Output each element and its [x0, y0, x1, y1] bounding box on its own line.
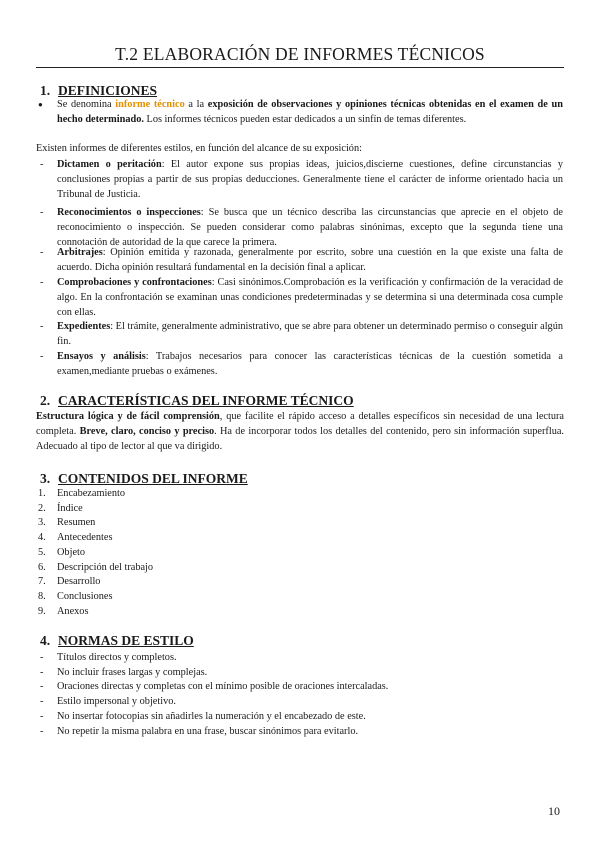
dash-marker: -	[40, 247, 44, 258]
dash-marker: -	[40, 666, 44, 678]
list-number: 1.	[38, 488, 46, 499]
contents-list-item: Antecedentes	[57, 532, 113, 544]
report-type-description: : Se busca que un técnico describa las circunstancias que aprecie en el objeto de reconocimiento o inspección. Se pueden considerar como palabras sinónimas, excepto que la segunda tiene una connotación de autoridad de la que carece la primera.	[57, 207, 564, 248]
section-number: 1.	[40, 83, 51, 98]
dash-marker: -	[40, 159, 44, 170]
list-number: 3.	[38, 517, 46, 529]
style-rule-item: Oraciones directas y completas con el mínimo posible de oraciones intercaladas.	[57, 681, 389, 693]
report-type-item	[57, 246, 563, 276]
section-title: DEFINICIONES	[58, 83, 158, 98]
style-rule-item: Estilo impersonal y objetivo.	[57, 696, 176, 708]
list-number: 7.	[38, 576, 46, 588]
report-type-description: : Opinión emitida y razonada, generalmente por escrito, sobre una cuestión en la que existe una falta de acuerdo. Dicha opinión resultará fundamental en la decisión final a aplicar.	[57, 247, 563, 273]
contents-list-item: Índice	[57, 502, 83, 514]
style-rule-item: Títulos directos y completos.	[57, 652, 177, 663]
dash-marker: -	[40, 207, 44, 218]
list-number: 2.	[38, 502, 46, 514]
report-type-description: : Casi sinónimos.Comprobación es la verificación y confirmación de la veracidad de algo. En la confrontación se examinan unas condiciones predeterminadas y se determina si una determinada cosa cumple con ellas.	[57, 277, 563, 318]
report-type-item	[57, 350, 563, 380]
report-type-description: : El trámite, generalmente administrativo, que se abre para obtener un determinado permiso o conseguir algún fin.	[57, 321, 563, 347]
report-type-description: : El autor expone sus propias ideas, juicios,discierne cuestiones, define circunstancias y conclusiones propias a partir de sus propias deducciones. Generalmente tiene el carácter de informe orientado hacia un Tribunal de Justicia.	[57, 159, 563, 200]
section-number: 2.	[40, 393, 51, 408]
section-number: 4.	[40, 633, 51, 648]
contents-list-item: Resumen	[57, 517, 96, 529]
contents-list-item: Descripción del trabajo	[57, 561, 154, 573]
dash-marker: -	[40, 725, 44, 737]
list-number: 9.	[38, 605, 46, 617]
section-number: 3.	[40, 471, 51, 486]
highlighted-term: informe técnico	[115, 99, 185, 110]
title-underline	[36, 67, 564, 68]
dash-marker: -	[40, 321, 44, 332]
list-number: 5.	[38, 546, 46, 558]
report-type-term: Dictamen o peritación	[57, 159, 162, 170]
text-run: . Ha de incorporar todos los detalles del contenido, pero sin información superflua. Adecuado al tipo de lector al que va dirigido.	[36, 425, 565, 452]
style-rule-item: No incluir frases largas y complejas.	[57, 666, 208, 678]
section-title: CARACTERÍSTICAS DEL INFORME TÉCNICO	[58, 393, 354, 408]
contents-list-item: Desarrollo	[57, 576, 101, 588]
contents-list-item: Conclusiones	[57, 590, 113, 602]
report-type-term: Comprobaciones y confrontaciones	[57, 277, 212, 288]
dash-marker: -	[40, 710, 44, 722]
bullet-icon: ●	[38, 100, 43, 109]
report-type-term: Reconocimientos o inspecciones	[57, 207, 201, 218]
report-type-term: Arbitrajes	[57, 247, 103, 258]
bold-text: exposición de observaciones y opiniones técnicas obtenidas en el examen de un hecho determinado.	[57, 99, 563, 125]
page-number: 10	[548, 804, 560, 818]
dash-marker: -	[40, 696, 44, 708]
report-type-item	[57, 276, 563, 320]
section-heading-caracteristicas	[40, 392, 354, 410]
text-run: a la	[184, 99, 208, 110]
list-number: 4.	[38, 532, 46, 544]
dash-marker: -	[40, 277, 44, 288]
characteristics-paragraph	[36, 410, 564, 454]
section-title: NORMAS DE ESTILO	[58, 633, 194, 648]
text-run: Se denomina	[57, 99, 116, 110]
report-type-description: : Trabajos necesarios para conocer las características técnicas de la cuestión sometida a examen,mediante pruebas o exámenes.	[57, 351, 563, 377]
dash-marker: -	[40, 652, 44, 663]
page-title: T.2 ELABORACIÓN DE INFORMES TÉCNICOS	[115, 44, 485, 64]
style-rule-item: No insertar fotocopias sin añadirles la numeración y el encabezado de este.	[57, 710, 366, 722]
section-heading-contenidos	[40, 470, 248, 488]
report-type-term: Expedientes	[57, 321, 111, 332]
report-type-item	[57, 320, 563, 350]
definition-paragraph	[57, 98, 563, 128]
report-type-item	[57, 158, 563, 202]
intro-paragraph: Existen informes de diferentes estilos, en función del alcance de su exposición:	[36, 143, 362, 154]
dash-marker: -	[40, 681, 44, 693]
contents-list-item: Anexos	[57, 605, 89, 617]
list-number: 6.	[38, 561, 46, 573]
bold-text: Estructura lógica y de fácil comprensión	[36, 411, 220, 422]
contents-list-item: Objeto	[57, 546, 86, 558]
style-rule-item: No repetir la misma palabra en una frase, buscar sinónimos para evitarlo.	[57, 725, 359, 737]
dash-marker: -	[40, 351, 44, 362]
bold-text: Breve, claro, conciso y preciso	[79, 425, 215, 437]
section-title: CONTENIDOS DEL INFORME	[58, 471, 248, 486]
text-run: Los informes técnicos pueden estar dedicados a un sinfín de temas diferentes.	[143, 113, 467, 125]
report-type-term: Ensayos y análisis	[57, 351, 146, 362]
text-run: , que facilite el rápido acceso a detalles específicos sin necesidad de una lectura completa.	[36, 411, 564, 437]
list-number: 8.	[38, 590, 46, 602]
section-heading-normas	[40, 632, 194, 650]
contents-list-item: Encabezamiento	[57, 488, 126, 499]
report-type-item	[57, 206, 563, 250]
